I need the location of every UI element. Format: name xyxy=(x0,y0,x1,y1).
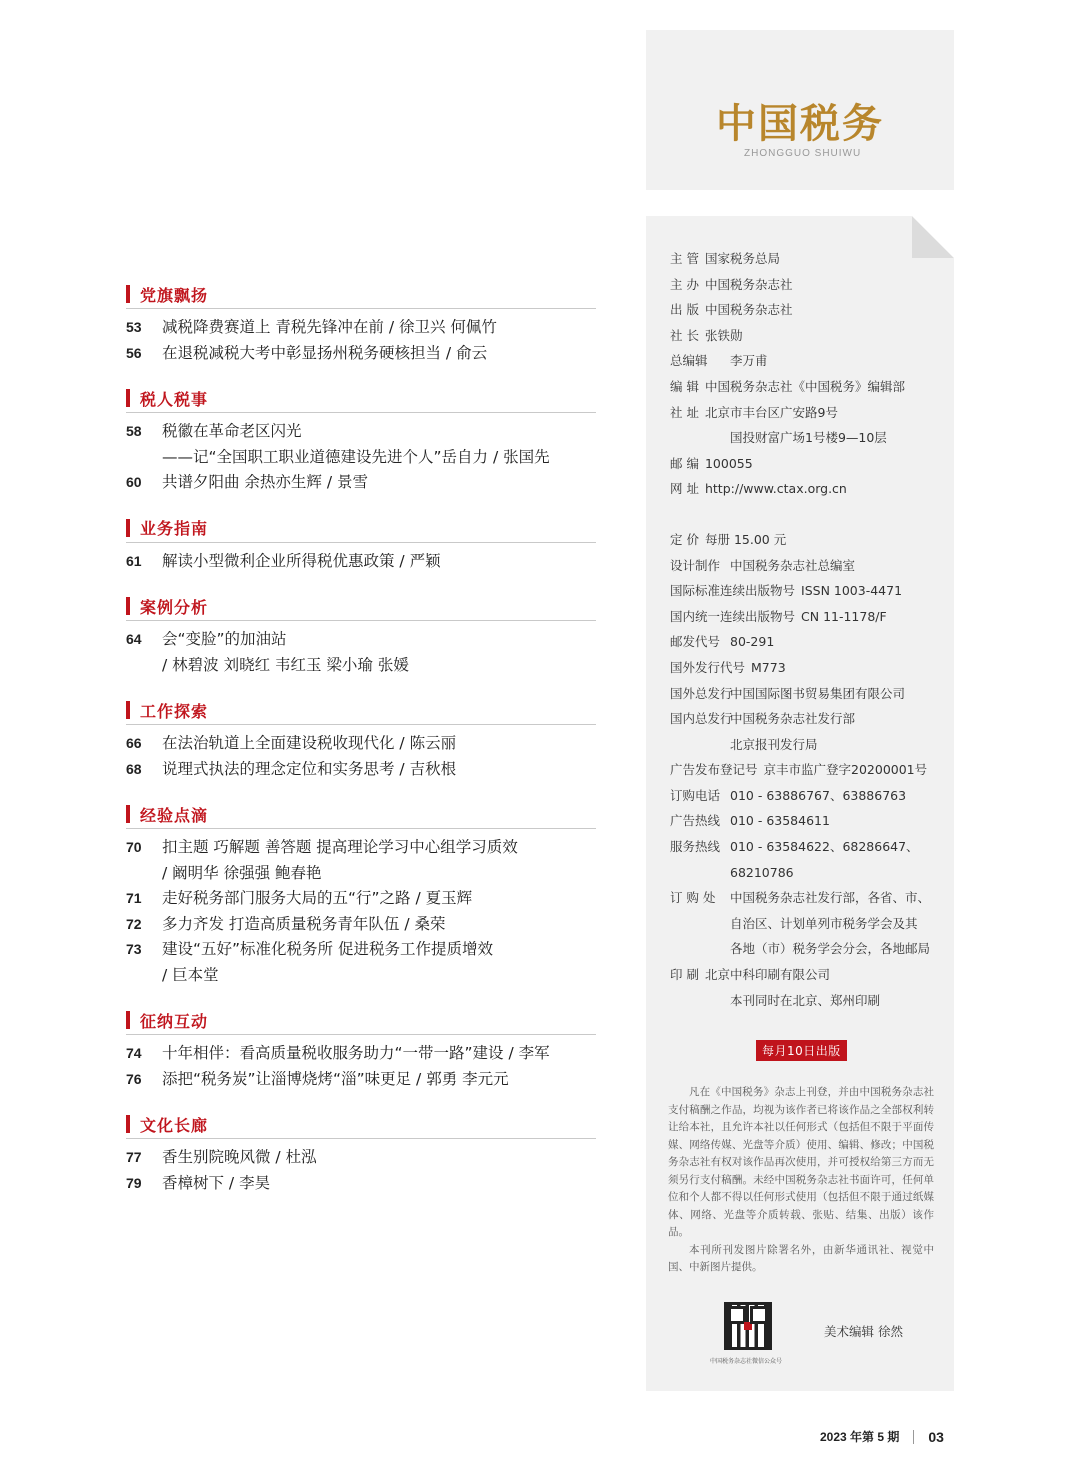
entry-page-number: 70 xyxy=(126,839,142,855)
masthead-value: 中国税务杂志社《中国税务》编辑部 xyxy=(704,378,905,394)
section-header xyxy=(126,592,596,621)
section-title: 党旗飘扬 xyxy=(140,285,209,305)
entry-page-number: 74 xyxy=(126,1045,142,1061)
masthead-value: M773 xyxy=(751,659,786,675)
masthead-label: 国外总发行 xyxy=(670,685,733,701)
entry-title-line: 在法治轨道上全面建设税收现代化 / 陈云丽 xyxy=(162,734,457,752)
entry-title-line: 扣主题 巧解题 善答题 提高理论学习中心组学习质效 xyxy=(162,838,518,856)
masthead-value: 国投财富广场1号楼9—10层 xyxy=(730,430,887,446)
masthead-row xyxy=(670,732,940,758)
masthead-label xyxy=(670,988,730,1014)
entry-title-line: 多力齐发 打造高质量税务青年队伍 / 桑荣 xyxy=(162,914,446,933)
masthead-label: 社 址 xyxy=(670,404,699,420)
entry-page-number: 61 xyxy=(126,552,142,569)
masthead-label: 国外发行代号 xyxy=(670,659,746,675)
entry-title-line: 共谱夕阳曲 余热亦生辉 / 景雪 xyxy=(162,473,369,491)
masthead-label xyxy=(670,936,730,962)
entry-title-line: / 巨本堂 xyxy=(162,965,219,984)
toc-section xyxy=(126,800,596,988)
masthead-row xyxy=(670,578,940,604)
section-header xyxy=(126,1006,596,1035)
toc-entry[interactable] xyxy=(126,731,596,757)
toc-entry[interactable] xyxy=(126,470,596,496)
entry-title-line: 香生别院晚风微 / 杜泓 xyxy=(162,1148,317,1166)
copyright-paragraph: 凡在《中国税务》杂志上刊登，并由中国税务杂志社支付稿酬之作品，均视为该作者已将该作品之全部权利转让给本社，且允许本社以任何形式（包括但不限于平面传媒、网络传媒、光盘等介质）使用、编辑、修改；中国税务杂志社有权对该作品再次使用，并可授权给第三方而无须另行支付稿酬。未经中国税务杂志社书面许可，任何单位和个人都不得以任何形式使用（包括但不限于通过纸媒体、网络、光盘等介质转载、张贴、结集、出版）该作品。 xyxy=(668,1086,934,1238)
masthead-label: 定 价 xyxy=(670,531,699,547)
section-title: 经验点滴 xyxy=(140,805,209,825)
masthead-row xyxy=(670,451,940,477)
section-marker xyxy=(126,285,130,303)
masthead-row xyxy=(670,988,940,1014)
section-title: 案例分析 xyxy=(140,597,209,617)
entry-title-line: 香樟树下 / 李昊 xyxy=(162,1173,271,1192)
masthead-row xyxy=(670,348,940,374)
toc-section xyxy=(126,514,596,575)
masthead-row xyxy=(670,936,940,962)
masthead-value: 80-291 xyxy=(730,634,775,650)
table-of-contents xyxy=(126,280,596,1214)
masthead-value: ISSN 1003-4471 xyxy=(801,583,903,599)
masthead-label: 主 管 xyxy=(670,251,699,266)
masthead-value: 本刊同时在北京、郑州印刷 xyxy=(730,992,881,1008)
masthead-label xyxy=(670,860,730,886)
section-header xyxy=(126,280,596,309)
entry-page-number: 73 xyxy=(126,941,142,957)
entry-title-line: 解读小型微利企业所得税优惠政策 / 严颖 xyxy=(162,551,441,570)
masthead-row xyxy=(670,527,940,553)
page-number: 03 xyxy=(928,1428,944,1445)
entry-page-number: 77 xyxy=(126,1149,142,1165)
masthead-row xyxy=(670,297,940,323)
masthead-label xyxy=(670,732,730,758)
masthead-value: 国家税务总局 xyxy=(704,251,780,266)
masthead-value: 68210786 xyxy=(730,864,794,880)
masthead-value: 100055 xyxy=(704,455,753,471)
magazine-logo-pinyin: ZHONGGUO SHUIWU xyxy=(744,148,862,159)
entry-page-number: 71 xyxy=(126,890,142,906)
masthead-row xyxy=(670,400,940,426)
entry-page-number: 79 xyxy=(126,1174,142,1191)
entry-title-line: 说理式执法的理念定位和实务思考 / 吉秋根 xyxy=(162,759,457,778)
masthead-value: 中国税务杂志社 xyxy=(704,276,793,292)
masthead-panel xyxy=(646,216,954,1391)
copyright-notice xyxy=(668,1084,934,1277)
masthead-row xyxy=(670,425,940,451)
masthead-row xyxy=(670,911,940,937)
entry-title-line: 税徽在革命老区闪光 xyxy=(162,422,302,440)
masthead-label xyxy=(670,911,730,937)
section-title: 税人税事 xyxy=(140,389,209,409)
section-header xyxy=(126,384,596,413)
masthead-label: 国内统一连续出版物号 xyxy=(670,608,796,624)
masthead-value: 010 - 63584611 xyxy=(730,813,830,829)
masthead-value: 中国税务杂志社发行部 xyxy=(730,711,856,727)
section-marker xyxy=(126,519,130,537)
entry-title-line: 建设“五好”标准化税务所 促进税务工作提质增效 xyxy=(162,940,493,958)
toc-entry[interactable] xyxy=(126,1041,596,1067)
masthead-row xyxy=(670,834,940,860)
masthead-row xyxy=(670,272,940,298)
masthead-row xyxy=(670,757,940,783)
masthead-row xyxy=(670,962,940,988)
masthead-row xyxy=(670,629,940,655)
masthead-row xyxy=(670,860,940,886)
page-footer xyxy=(820,1428,944,1445)
qr-code-icon xyxy=(724,1302,772,1350)
masthead-row xyxy=(670,783,940,809)
entry-page-number: 60 xyxy=(126,474,142,490)
section-marker xyxy=(126,805,130,823)
section-title: 征纳互动 xyxy=(140,1011,209,1031)
masthead-label: 国内总发行 xyxy=(670,711,733,727)
entry-page-number: 76 xyxy=(126,1070,142,1087)
masthead-row xyxy=(670,246,940,272)
masthead-label: 邮发代号 xyxy=(670,634,721,650)
masthead-value: 各地（市）税务学会分会，各地邮局 xyxy=(730,941,931,957)
masthead-value: 北京中科印刷有限公司 xyxy=(704,967,830,983)
entry-page-number: 72 xyxy=(126,915,142,932)
masthead-label: 主 办 xyxy=(670,276,699,292)
masthead-info xyxy=(670,246,940,1013)
entry-page-number: 58 xyxy=(126,423,142,439)
entry-title-line: / 阚明华 徐强强 鲍春艳 xyxy=(162,863,322,882)
masthead-label: 网 址 xyxy=(670,481,699,497)
masthead-label: 广告发布登记号 xyxy=(670,762,758,778)
entry-page-number: 66 xyxy=(126,735,142,751)
toc-entry[interactable] xyxy=(126,1067,596,1093)
toc-entry[interactable] xyxy=(126,886,596,912)
masthead-row xyxy=(670,476,940,502)
masthead-value: 中国税务杂志社 xyxy=(704,302,793,318)
section-marker xyxy=(126,389,130,407)
art-editor: 美术编辑 徐然 xyxy=(824,1324,903,1339)
masthead-row xyxy=(670,323,940,349)
entry-page-number: 68 xyxy=(126,760,142,777)
toc-entry[interactable] xyxy=(126,835,596,886)
toc-entry[interactable] xyxy=(126,912,596,938)
masthead-label: 服务热线 xyxy=(670,839,721,855)
masthead-label: 设计制作 xyxy=(670,557,721,573)
section-title: 业务指南 xyxy=(140,519,209,538)
toc-section xyxy=(126,280,596,366)
toc-entry[interactable] xyxy=(126,1171,596,1197)
toc-section xyxy=(126,1110,596,1196)
masthead-row xyxy=(670,604,940,630)
entry-page-number: 64 xyxy=(126,631,142,647)
publication-badge: 每月10日出版 xyxy=(756,1040,847,1061)
toc-entry[interactable] xyxy=(126,315,596,341)
masthead-label: 国际标准连续出版物号 xyxy=(670,583,796,599)
masthead-label: 订 购 处 xyxy=(670,890,716,906)
toc-entry[interactable] xyxy=(126,419,596,470)
toc-entry[interactable] xyxy=(126,1145,596,1171)
section-marker xyxy=(126,701,130,719)
qr-caption: 中国税务杂志社微信公众号 xyxy=(710,1358,783,1365)
masthead-label: 订购电话 xyxy=(670,787,721,803)
toc-entry[interactable] xyxy=(126,549,596,575)
masthead-label: 总编辑 xyxy=(670,353,708,369)
section-marker xyxy=(126,1011,130,1029)
entry-title-line: 走好税务部门服务大局的五“行”之路 / 夏玉辉 xyxy=(162,889,473,907)
masthead-row xyxy=(670,706,940,732)
entry-title-line: / 林碧波 刘晓红 韦红玉 梁小瑜 张媛 xyxy=(162,655,409,674)
masthead-value: 李万甫 xyxy=(730,353,768,369)
entry-title-line: 减税降费赛道上 青税先锋冲在前 / 徐卫兴 何佩竹 xyxy=(162,318,497,336)
section-header xyxy=(126,1110,596,1139)
masthead-label xyxy=(670,425,730,451)
masthead-value: 自治区、计划单列市税务学会及其 xyxy=(730,915,918,931)
masthead-value: http://www.ctax.org.cn xyxy=(704,481,847,497)
section-title: 工作探索 xyxy=(140,701,209,721)
toc-entry[interactable] xyxy=(126,937,596,988)
masthead-label: 广告热线 xyxy=(670,813,721,829)
masthead-value: 张铁勋 xyxy=(704,327,743,343)
toc-entry[interactable] xyxy=(126,757,596,783)
masthead-label: 编 辑 xyxy=(670,378,699,394)
section-header xyxy=(126,696,596,725)
entry-title-line: 十年相伴：看高质量税收服务助力“一带一路”建设 / 李军 xyxy=(162,1044,550,1062)
entry-title-line: 添把“税务炭”让淄博烧烤“淄”味更足 / 郭勇 李元元 xyxy=(162,1069,509,1088)
masthead-label: 邮 编 xyxy=(670,455,699,471)
masthead-value: 京丰市监广登字20200001号 xyxy=(763,762,928,778)
toc-entry[interactable] xyxy=(126,341,596,367)
entry-title-line: 会“变脸”的加油站 xyxy=(162,630,287,648)
masthead-value: 中国税务杂志社总编室 xyxy=(730,557,856,573)
image-credit-paragraph: 本刊所刊发图片除署名外，由新华通讯社、视觉中国、中新图片提供。 xyxy=(668,1243,934,1273)
masthead-row xyxy=(670,808,940,834)
entry-page-number: 53 xyxy=(126,319,142,335)
entry-title-line: 在退税减税大考中彰显扬州税务硬核担当 / 俞云 xyxy=(162,343,488,362)
logo-panel xyxy=(646,30,954,190)
masthead-value: 010 - 63584622、68286647、 xyxy=(730,839,919,855)
masthead-label: 出 版 xyxy=(670,302,699,318)
section-marker xyxy=(126,1115,130,1133)
section-title: 文化长廊 xyxy=(140,1115,209,1135)
entry-page-number: 56 xyxy=(126,344,142,361)
footer-divider xyxy=(913,1430,914,1444)
toc-section xyxy=(126,1006,596,1092)
masthead-value: 北京报刊发行局 xyxy=(730,736,818,752)
magazine-logo: 中国税务 xyxy=(716,100,884,147)
masthead-value: 北京市丰台区广安路9号 xyxy=(704,404,838,420)
toc-section xyxy=(126,384,596,496)
section-marker xyxy=(126,597,130,615)
issue-label: 2023 年第 5 期 xyxy=(820,1430,900,1444)
toc-entry[interactable] xyxy=(126,627,596,678)
masthead-value: 每册 15.00 元 xyxy=(704,531,787,547)
masthead-row xyxy=(670,655,940,681)
masthead-row xyxy=(670,553,940,579)
toc-section xyxy=(126,696,596,782)
masthead-value: 010 - 63886767、63886763 xyxy=(730,787,907,803)
entry-title-line: ——记“全国职工职业道德建设先进个人”岳自力 / 张国先 xyxy=(162,447,550,466)
section-header xyxy=(126,514,596,543)
masthead-value: CN 11-1178/F xyxy=(801,608,887,624)
toc-section xyxy=(126,592,596,678)
masthead-value: 中国国际图书贸易集团有限公司 xyxy=(730,685,906,701)
masthead-value: 中国税务杂志社发行部，各省、市、 xyxy=(730,890,931,906)
masthead-label: 印 刷 xyxy=(670,967,699,983)
masthead-row xyxy=(670,374,940,400)
masthead-label: 社 长 xyxy=(670,327,699,343)
masthead-row xyxy=(670,885,940,911)
masthead-row xyxy=(670,681,940,707)
section-header xyxy=(126,800,596,829)
